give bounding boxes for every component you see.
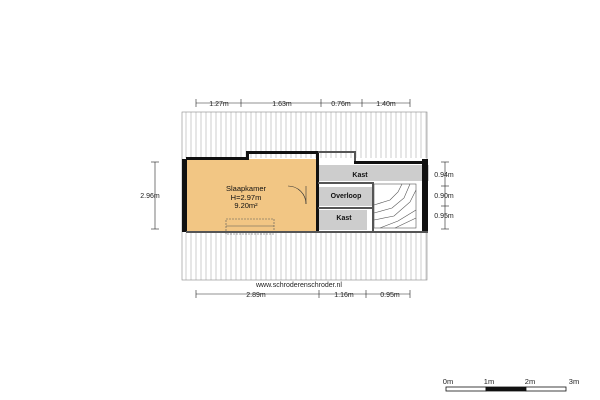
scale-label-3: 3m <box>568 377 580 386</box>
scale-bar <box>446 387 566 391</box>
dim-bottom-2: 1.16m <box>334 292 354 299</box>
dim-bottom-3: 0.95m <box>380 292 400 299</box>
bedroom-name: Slaapkamer <box>225 184 267 193</box>
dim-top-3: 0.76m <box>331 101 351 108</box>
closet-top-label: Kast <box>352 172 368 179</box>
dim-left: 2.96m <box>140 193 160 200</box>
dim-top-2: 1.63m <box>272 101 292 108</box>
overloop-label: Overloop <box>330 193 362 200</box>
staircase <box>374 184 416 228</box>
bedroom-height: H=2.97m <box>230 193 262 202</box>
closet-top-area <box>319 165 429 181</box>
scale-label-0: 0m <box>442 377 454 386</box>
scale-label-1: 1m <box>483 377 495 386</box>
dim-right-3: 0.95m <box>434 213 454 220</box>
dim-right-1: 0.94m <box>434 172 454 179</box>
bottom-dimension-line <box>196 290 410 298</box>
watermark-url: www.schroderenschroder.nl <box>256 282 342 289</box>
interior <box>182 151 429 234</box>
dim-right-2: 0.90m <box>434 193 454 200</box>
dim-top-4: 1.40m <box>376 101 396 108</box>
bedroom-area-label: 9.20m² <box>234 201 258 210</box>
scale-label-2: 2m <box>524 377 536 386</box>
closet-bottom-label: Kast <box>336 215 352 222</box>
dim-bottom-1: 2.89m <box>246 292 266 299</box>
dim-top-1: 1.27m <box>209 101 229 108</box>
